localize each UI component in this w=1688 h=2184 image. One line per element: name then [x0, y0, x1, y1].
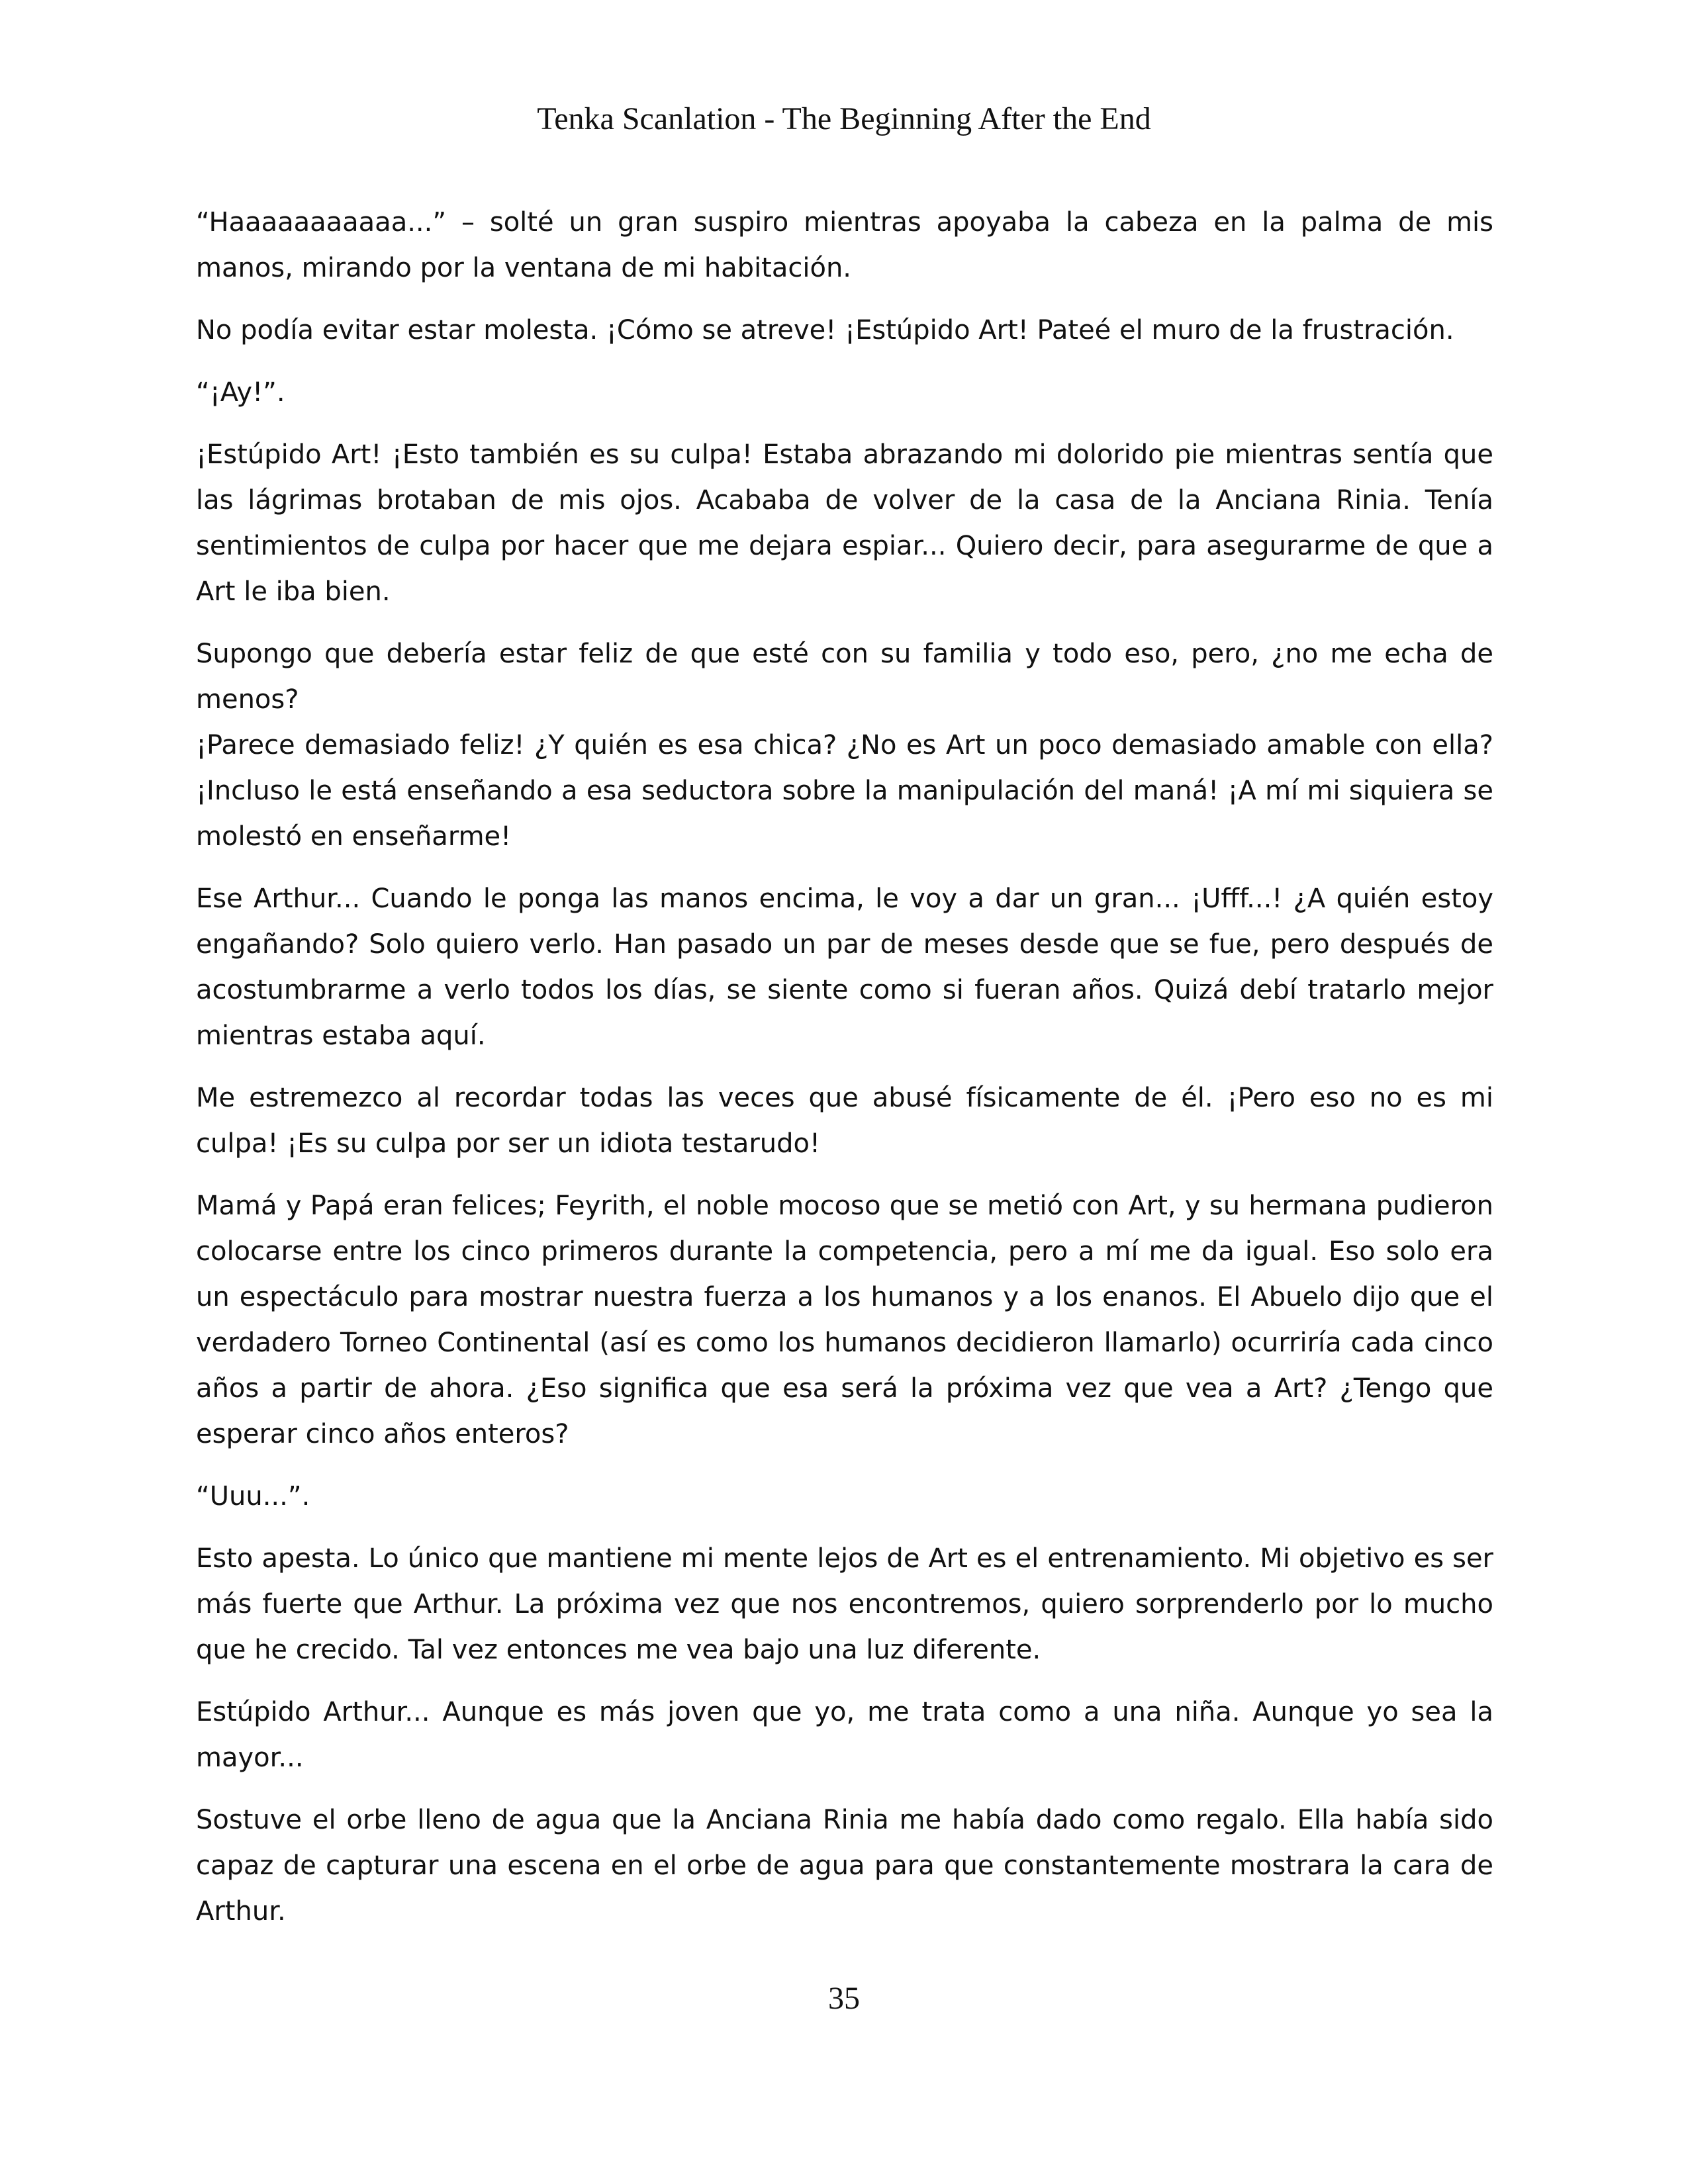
paragraph-4: ¡Estúpido Art! ¡Esto también es su culpa! Estaba abrazando mi dolorido pie mientras sentía que las lágrimas brotaban de mis ojos. Acababa de volver de la casa de la Anciana Rinia. Tenía sentimientos de culpa por hacer que me dejara espiar... Quiero decir, para asegurarme de que a Art le iba bien. [196, 439, 1493, 607]
paragraph-10: “Uuu...”. [196, 1481, 310, 1512]
paragraph-9: Mamá y Papá eran felices; Feyrith, el noble mocoso que se metió con Art, y su hermana pudieron colocarse entre los cinco primeros durante la competencia, pero a mí me da igual. Eso solo era un espectáculo para mostrar nuestra fuerza a los humanos y a los enanos. El Abuelo dijo que el verdadero Torneo Continental (así es como los humanos decidieron llamarlo) ocurriría cada cinco años a partir de ahora. ¿Eso significa que esa será la próxima vez que vea a Art? ¿Tengo que esperar cinco años enteros? [196, 1191, 1493, 1449]
paragraph-1: “Haaaaaaaaaaa...” – solté un gran suspiro mientras apoyaba la cabeza en la palma de mis manos, mirando por la ventana de mi habitación. [196, 207, 1493, 283]
paragraph-7: Ese Arthur... Cuando le ponga las manos encima, le voy a dar un gran... ¡Ufff...! ¿A quién estoy engañando? Solo quiero verlo. Han pasado un par de meses desde que se fue, pero después de acostumbrarme a verlo todos los días, se siente como si fueran años. Quizá debí tratarlo mejor mientras estaba aquí. [196, 884, 1493, 1051]
paragraph-6: ¡Parece demasiado feliz! ¿Y quién es esa chica? ¿No es Art un poco demasiado amable con ella? ¡Incluso le está enseñando a esa seductora sobre la manipulación del maná! ¡A mí mi siquiera se molestó en enseñarme! [196, 730, 1493, 852]
paragraph-2: No podía evitar estar molesta. ¡Cómo se atreve! ¡Estúpido Art! Pateé el muro de la frustración. [196, 315, 1454, 345]
paragraph-13: Sostuve el orbe lleno de agua que la Anciana Rinia me había dado como regalo. Ella había sido capaz de capturar una escena en el orbe de agua para que constantemente mostrara la cara de Arthur. [196, 1805, 1493, 1927]
paragraph-5: Supongo que debería estar feliz de que esté con su familia y todo eso, pero, ¿no me echa de menos? [196, 639, 1493, 715]
document-body [196, 200, 1493, 1951]
page-number: 35 [828, 1981, 860, 2016]
paragraph-12: Estúpido Arthur... Aunque es más joven que yo, me trata como a una niña. Aunque yo sea la mayor... [196, 1697, 1493, 1773]
page-header-title: Tenka Scanlation - The Beginning After the End [537, 101, 1151, 136]
paragraph-3: “¡Ay!”. [196, 377, 285, 408]
paragraph-11: Esto apesta. Lo único que mantiene mi mente lejos de Art es el entrenamiento. Mi objetivo es ser más fuerte que Arthur. La próxima vez que nos encontremos, quiero sorprenderlo por lo mucho que he crecido. Tal vez entonces me vea bajo una luz diferente. [196, 1543, 1493, 1665]
paragraph-8: Me estremezco al recordar todas las veces que abusé físicamente de él. ¡Pero eso no es mi culpa! ¡Es su culpa por ser un idiota testarudo! [196, 1083, 1493, 1159]
